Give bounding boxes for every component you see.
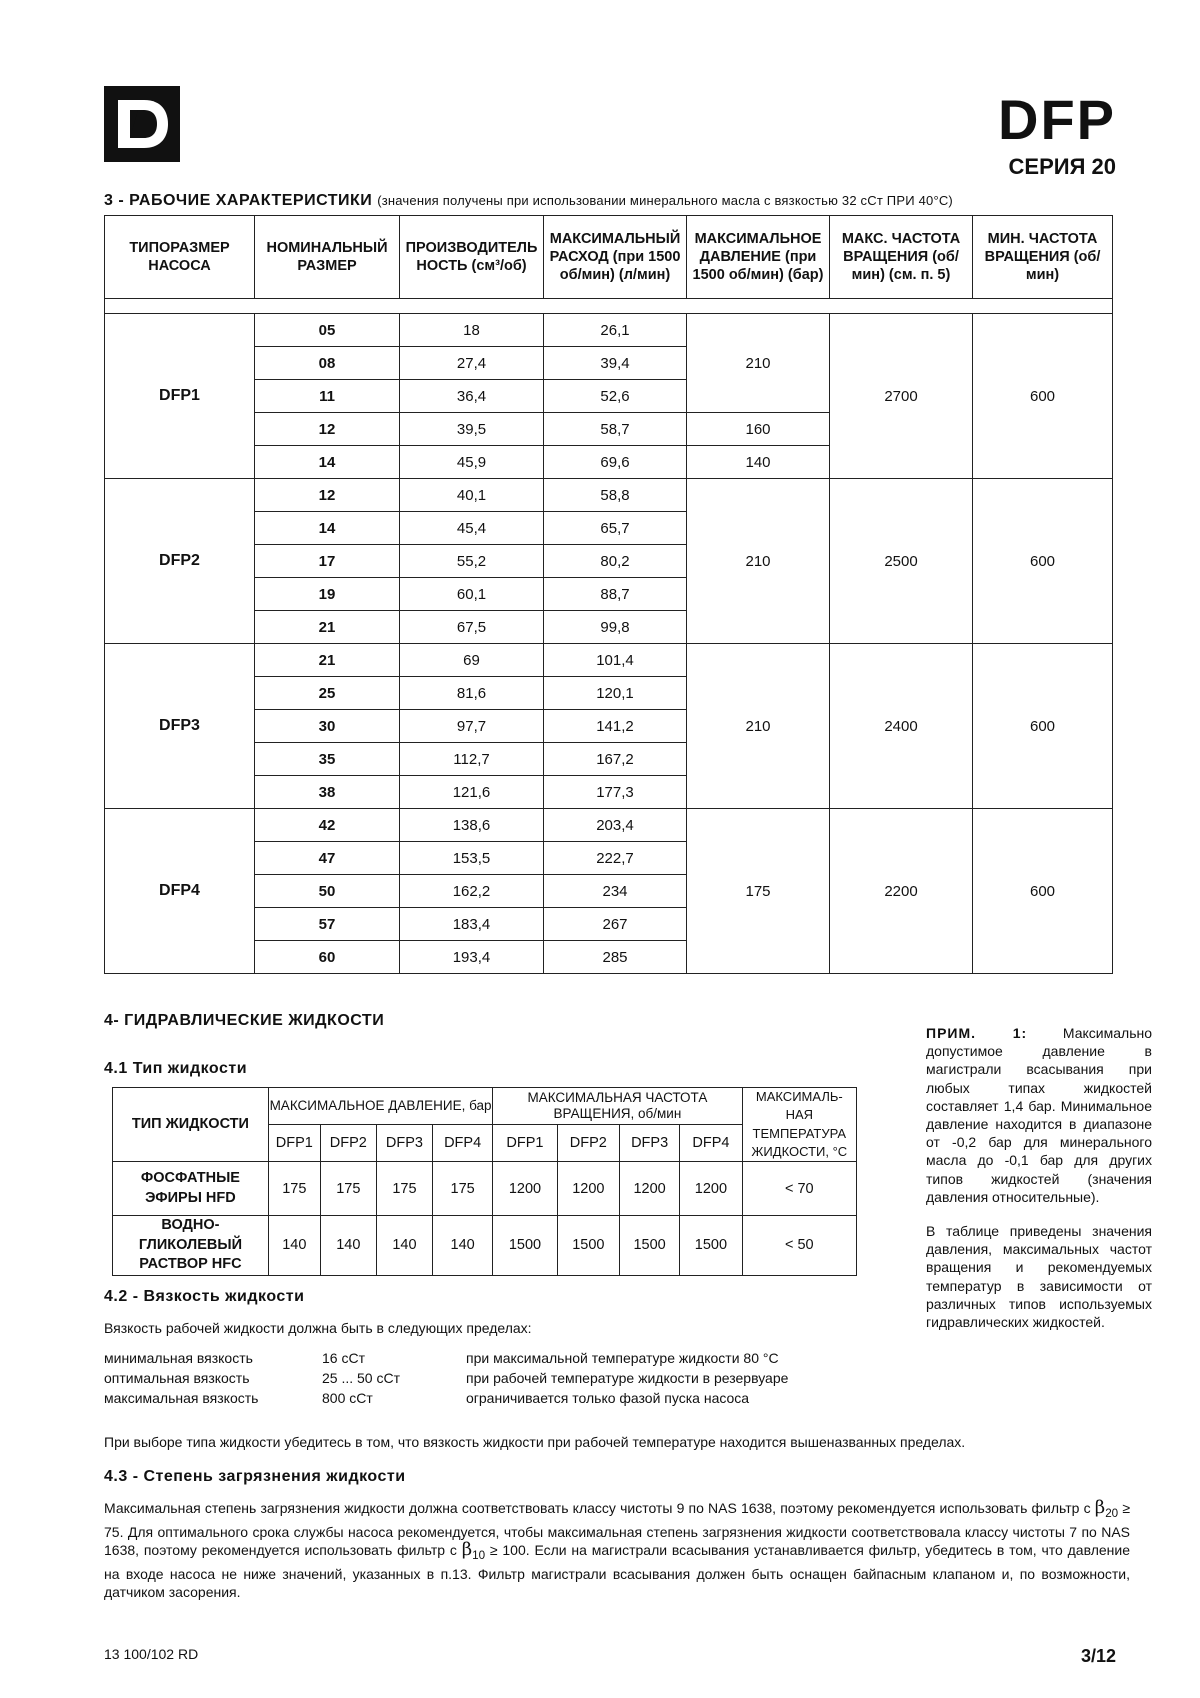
gap-cell: [105, 299, 1113, 314]
disp-cell: 18: [400, 314, 544, 347]
note-1-text: Максимально допустимое давление в магистрали всасывания при любых типах жидкостей составляет 1,4 бар. Минимальное давление находится в диапазоне от -0,2 бар для минерального масла до -0,1 бар для других типов жидкостей (значения давления относительные).: [926, 1025, 1153, 1205]
disp-cell: 60,1: [400, 578, 544, 611]
disp-cell: 97,7: [400, 710, 544, 743]
header-max-speed: МАКС. ЧАСТОТА ВРАЩЕНИЯ (об/мин) (см. п. 5): [830, 216, 973, 299]
beta-subscript: 10: [472, 1548, 486, 1562]
visc-desc: ограничивается только фазой пуска насоса: [466, 1390, 750, 1406]
fluid-pressure: 140: [268, 1216, 320, 1276]
fluid-temp: < 70: [742, 1162, 856, 1216]
group-name: DFP4: [105, 809, 255, 974]
size-cell: 57: [255, 908, 400, 941]
table-row: [105, 314, 1113, 347]
disp-cell: 27,4: [400, 347, 544, 380]
disp-cell: 36,4: [400, 380, 544, 413]
model-label: DFP4: [432, 1125, 492, 1162]
max-speed-cell: 2200: [830, 809, 973, 974]
visc-label: минимальная вязкость: [104, 1350, 253, 1366]
flow-cell: 99,8: [544, 611, 687, 644]
size-cell: 35: [255, 743, 400, 776]
model-label: DFP2: [557, 1125, 619, 1162]
fluid-temp: < 50: [742, 1216, 856, 1276]
contam-text-2: ≥ 75. Для оптимального срока службы насоса рекомендуется, чтобы максимальная степень загрязнения жидкости соответствовала классу чистоты 7 по NAS 1638, поэтому рекомендуется использовать фильтр с: [104, 1500, 1131, 1558]
size-cell: 30: [255, 710, 400, 743]
disp-cell: 69: [400, 644, 544, 677]
size-cell: 21: [255, 611, 400, 644]
model-title: DFP: [998, 88, 1116, 151]
fluid-speed: 1500: [619, 1216, 679, 1276]
min-speed-cell: 600: [973, 644, 1113, 809]
series-subtitle: СЕРИЯ 20: [1008, 154, 1116, 179]
visc-label: оптимальная вязкость: [104, 1370, 250, 1386]
fluid-name: ВОДНО-ГЛИКОЛЕВЫЙ РАСТВОР HFC: [113, 1216, 269, 1276]
viscosity-note: При выборе типа жидкости убедитесь в том, что вязкость жидкости при рабочей температуре находится вышеназванных пределах.: [104, 1434, 966, 1450]
fluid-pressure: 175: [432, 1162, 492, 1216]
size-cell: 14: [255, 512, 400, 545]
section-4-2-title: 4.2 - Вязкость жидкости: [104, 1288, 305, 1305]
fluid-col-type: ТИП ЖИДКОСТИ: [113, 1088, 269, 1162]
fluid-pressure: 140: [376, 1216, 432, 1276]
flow-cell: 52,6: [544, 380, 687, 413]
contam-text-3: ≥ 100. Если на магистрали всасывания устанавливается фильтр, убедитесь в том, что давление на входе насоса не ниже значений, указанных в п.13. Фильтр магистрали всасывания должен быть оснащен байпасным клапаном и, по возможности, датчиком засорения.: [104, 1541, 1130, 1600]
size-cell: 50: [255, 875, 400, 908]
beta-symbol: β: [1094, 1497, 1106, 1518]
section-3-heading: [104, 192, 953, 210]
beta-symbol: β: [461, 1538, 473, 1560]
size-cell: 11: [255, 380, 400, 413]
performance-table: [104, 215, 1113, 974]
size-cell: 21: [255, 644, 400, 677]
fluid-pressure: 175: [268, 1162, 320, 1216]
disp-cell: 121,6: [400, 776, 544, 809]
size-cell: 05: [255, 314, 400, 347]
contamination-paragraph: [104, 1499, 1130, 1601]
group-name: DFP3: [105, 644, 255, 809]
disp-cell: 40,1: [400, 479, 544, 512]
header-type: ТИПОРАЗМЕР НАСОСА: [105, 216, 255, 299]
pressure-cell: 210: [687, 314, 830, 413]
fluid-col-pressure: МАКСИМАЛЬНОЕ ДАВЛЕНИЕ, бар: [268, 1088, 492, 1125]
size-cell: 60: [255, 941, 400, 974]
visc-desc: при рабочей температуре жидкости в резервуаре: [466, 1370, 789, 1386]
flow-cell: 26,1: [544, 314, 687, 347]
disp-cell: 81,6: [400, 677, 544, 710]
section-3-title: 3 - РАБОЧИЕ ХАРАКТЕРИСТИКИ: [104, 192, 373, 209]
fluid-pressure: 140: [432, 1216, 492, 1276]
model-label: DFP4: [680, 1125, 742, 1162]
section-4-1-title: 4.1 Тип жидкости: [104, 1060, 248, 1077]
pressure-cell: 210: [687, 644, 830, 809]
flow-cell: 141,2: [544, 710, 687, 743]
disp-cell: 39,5: [400, 413, 544, 446]
fluid-speed: 1500: [557, 1216, 619, 1276]
disp-cell: 153,5: [400, 842, 544, 875]
section-4-title: 4- ГИДРАВЛИЧЕСКИЕ ЖИДКОСТИ: [104, 1012, 385, 1029]
section-4-3-title: 4.3 - Степень загрязнения жидкости: [104, 1468, 406, 1485]
disp-cell: 67,5: [400, 611, 544, 644]
size-cell: 42: [255, 809, 400, 842]
flow-cell: 234: [544, 875, 687, 908]
fluid-header-row: [113, 1088, 857, 1125]
group-name: DFP1: [105, 314, 255, 479]
model-label: DFP3: [376, 1125, 432, 1162]
fluid-speed: 1200: [680, 1162, 742, 1216]
fluid-pressure: 175: [320, 1162, 376, 1216]
flow-cell: 222,7: [544, 842, 687, 875]
flow-cell: 58,8: [544, 479, 687, 512]
fluid-row: [113, 1162, 857, 1216]
flow-cell: 88,7: [544, 578, 687, 611]
model-label: DFP2: [320, 1125, 376, 1162]
table-row: [105, 809, 1113, 842]
fluid-table: [112, 1087, 857, 1276]
visc-value: 16 сСт: [322, 1350, 365, 1366]
header-size: НОМИНАЛЬНЫЙ РАЗМЕР: [255, 216, 400, 299]
size-cell: 47: [255, 842, 400, 875]
max-speed-cell: 2700: [830, 314, 973, 479]
max-speed-cell: 2400: [830, 644, 973, 809]
fluid-pressure: 140: [320, 1216, 376, 1276]
note-1-para-1: [926, 1024, 1152, 1206]
disp-cell: 112,7: [400, 743, 544, 776]
viscosity-intro: Вязкость рабочей жидкости должна быть в следующих пределах:: [104, 1320, 532, 1336]
pressure-cell: 160: [687, 413, 830, 446]
fluid-pressure: 175: [376, 1162, 432, 1216]
disp-cell: 162,2: [400, 875, 544, 908]
contam-text-1: Максимальная степень загрязнения жидкости должна соответствовать классу чистоты 9 по NAS 1638, поэтому рекомендуется использовать фильтр с: [104, 1500, 1095, 1516]
fluid-speed: 1200: [619, 1162, 679, 1216]
visc-value: 25 ... 50 сСт: [322, 1370, 401, 1386]
group-name: DFP2: [105, 479, 255, 644]
fluid-col-temp: МАКСИМАЛЬ-НАЯ ТЕМПЕРАТУРА ЖИДКОСТИ, °С: [742, 1088, 856, 1162]
disp-cell: 193,4: [400, 941, 544, 974]
pressure-cell: 175: [687, 809, 830, 974]
fluid-speed: 1500: [493, 1216, 557, 1276]
flow-cell: 39,4: [544, 347, 687, 380]
min-speed-cell: 600: [973, 314, 1113, 479]
fluid-name: ФОСФАТНЫЕ ЭФИРЫ HFD: [113, 1162, 269, 1216]
note-1-para-2: В таблице приведены значения давления, максимальных частот вращения и рекомендуемых температур в зависимости от различных типов используемых гидравлических жидкостей.: [926, 1223, 1152, 1331]
size-cell: 25: [255, 677, 400, 710]
disp-cell: 55,2: [400, 545, 544, 578]
min-speed-cell: 600: [973, 479, 1113, 644]
flow-cell: 120,1: [544, 677, 687, 710]
disp-cell: 45,9: [400, 446, 544, 479]
header-displacement: ПРОИЗВОДИТЕЛЬ НОСТЬ (см³/об): [400, 216, 544, 299]
note-1: [926, 1024, 1152, 1347]
flow-cell: 58,7: [544, 413, 687, 446]
table-header-row: [105, 216, 1113, 299]
flow-cell: 203,4: [544, 809, 687, 842]
disp-cell: 138,6: [400, 809, 544, 842]
section-3-note: (значения получены при использовании минерального масла с вязкостью 32 сСт ПРИ 40°С): [377, 193, 953, 208]
fluid-col-speed: МАКСИМАЛЬНАЯ ЧАСТОТА ВРАЩЕНИЯ, об/мин: [493, 1088, 742, 1125]
model-label: DFP1: [493, 1125, 557, 1162]
table-gap-row: [105, 299, 1113, 314]
header-flow: МАКСИМАЛЬНЫЙ РАСХОД (при 1500 об/мин) (л/мин): [544, 216, 687, 299]
pressure-cell: 140: [687, 446, 830, 479]
size-cell: 12: [255, 413, 400, 446]
flow-cell: 267: [544, 908, 687, 941]
note-1-label: ПРИМ. 1:: [926, 1025, 1028, 1041]
visc-label: максимальная вязкость: [104, 1390, 259, 1406]
flow-cell: 177,3: [544, 776, 687, 809]
pressure-cell: 210: [687, 479, 830, 644]
visc-desc: при максимальной температуре жидкости 80 °С: [466, 1350, 779, 1366]
flow-cell: 101,4: [544, 644, 687, 677]
model-label: DFP1: [268, 1125, 320, 1162]
flow-cell: 80,2: [544, 545, 687, 578]
size-cell: 12: [255, 479, 400, 512]
header-min-speed: МИН. ЧАСТОТА ВРАЩЕНИЯ (об/мин): [973, 216, 1113, 299]
size-cell: 17: [255, 545, 400, 578]
fluid-speed: 1200: [557, 1162, 619, 1216]
fluid-speed: 1200: [493, 1162, 557, 1216]
flow-cell: 167,2: [544, 743, 687, 776]
document-code: 13 100/102 RD: [104, 1646, 199, 1662]
table-row: [105, 479, 1113, 512]
size-cell: 14: [255, 446, 400, 479]
visc-value: 800 сСт: [322, 1390, 373, 1406]
disp-cell: 45,4: [400, 512, 544, 545]
min-speed-cell: 600: [973, 809, 1113, 974]
flow-cell: 285: [544, 941, 687, 974]
size-cell: 19: [255, 578, 400, 611]
max-speed-cell: 2500: [830, 479, 973, 644]
company-logo: [104, 86, 180, 162]
disp-cell: 183,4: [400, 908, 544, 941]
table-row: [105, 644, 1113, 677]
size-cell: 38: [255, 776, 400, 809]
header-pressure: МАКСИМАЛЬНОЕ ДАВЛЕНИЕ (при 1500 об/мин) (бар): [687, 216, 830, 299]
flow-cell: 65,7: [544, 512, 687, 545]
flow-cell: 69,6: [544, 446, 687, 479]
size-cell: 08: [255, 347, 400, 380]
model-label: DFP3: [619, 1125, 679, 1162]
fluid-speed: 1500: [680, 1216, 742, 1276]
beta-subscript: 20: [1105, 1506, 1119, 1520]
fluid-row: [113, 1216, 857, 1276]
page-number: 3/12: [1080, 1646, 1116, 1666]
